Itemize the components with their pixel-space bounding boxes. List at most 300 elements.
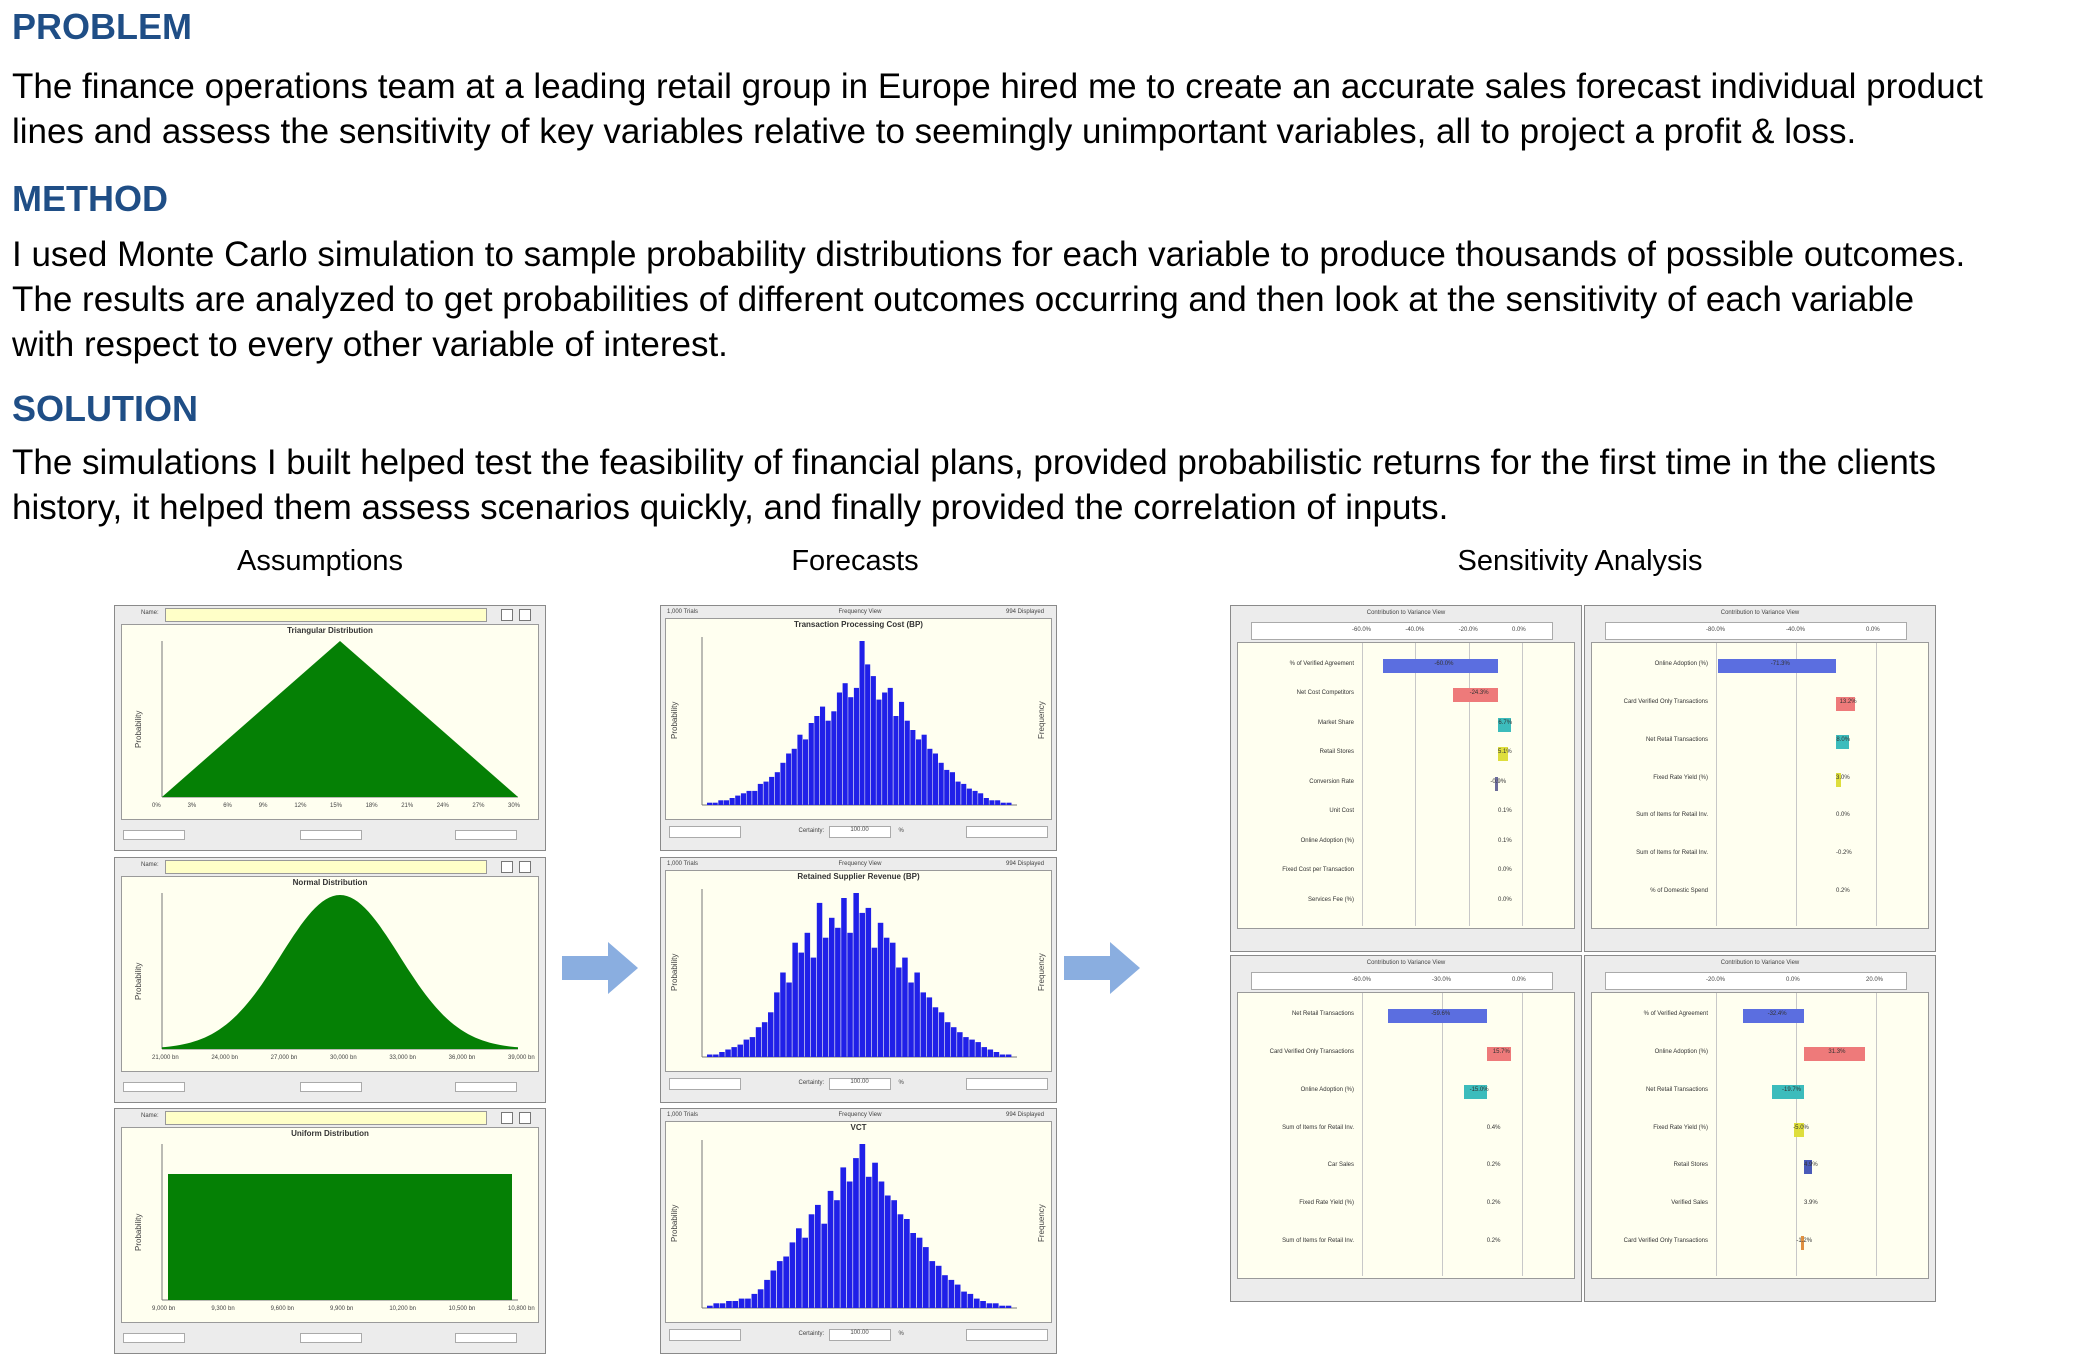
histogram-bar [796, 1228, 802, 1308]
chart-title: Retained Supplier Revenue (BP) [797, 872, 920, 881]
x-tick-label: 9,300 bn [211, 1306, 235, 1312]
sensitivity-row-label: Online Adoption (%) [1300, 1086, 1354, 1093]
histogram-bar [885, 1196, 891, 1309]
histogram-bar [994, 1052, 1000, 1057]
sensitivity-row-label: % of Verified Agreement [1643, 1011, 1708, 1017]
histogram-bar [828, 1191, 834, 1308]
assumption-name-field[interactable] [165, 860, 487, 874]
histogram-bar [732, 1301, 738, 1308]
sensitivity-value: -15.0% [1469, 1086, 1489, 1093]
axis-ticks-bar [1605, 972, 1907, 990]
param-field[interactable] [300, 1333, 362, 1343]
sensitivity-row-label: Retail Stores [1319, 749, 1354, 756]
histogram-bar [908, 983, 914, 1058]
left-grabber-field[interactable] [669, 1078, 741, 1090]
problem-text [12, 64, 2082, 154]
displayed-label: 994 Displayed [1006, 861, 1045, 867]
trials-label: 1,000 Trials [667, 861, 699, 867]
axis-tick-label: -40.0% [1786, 627, 1806, 633]
right-grabber-field[interactable] [966, 826, 1048, 838]
histogram-bar [888, 688, 893, 805]
sensitivity-row-label: Online Adoption (%) [1654, 1048, 1708, 1055]
histogram-bar [752, 1294, 758, 1308]
sensitivity-value: -71.3% [1770, 661, 1790, 667]
sensitivity-value: 13.2% [1839, 698, 1857, 705]
histogram-bar [898, 1214, 904, 1308]
sensitivity-value: 3.9% [1804, 1200, 1818, 1207]
gridline [1796, 643, 1797, 926]
select-icon[interactable] [501, 1112, 513, 1124]
axis-tick-label: 0.0% [1786, 977, 1800, 983]
sensitivity-value: -5.0% [1793, 1124, 1809, 1131]
gridline [1876, 993, 1877, 1276]
histogram-bar [1006, 803, 1011, 805]
histogram-bar [847, 933, 853, 1057]
histogram-bar [780, 763, 785, 805]
histogram-bar [799, 953, 805, 1057]
sensitivity-value: 0.2% [1836, 888, 1850, 895]
gridline [1522, 993, 1523, 1276]
histogram-bar [744, 1040, 750, 1057]
method-line-1: I used Monte Carlo simulation to sample probability distributions for each variable to produce thousands of possible outcomes. [12, 235, 1966, 274]
select-icon[interactable] [501, 861, 513, 873]
sensitivity-row-label: Fixed Cost per Transaction [1282, 867, 1354, 874]
uniform-area [168, 1174, 512, 1300]
histogram-bar [865, 664, 870, 805]
solution-line-1: The simulations I built helped test the feasibility of financial plans, provided probabilistic returns for the first time in the clients [12, 443, 1937, 482]
sensitivity-value: 5.1% [1498, 749, 1512, 756]
histogram-bar [963, 1037, 969, 1057]
sensitivity-value: -60.0% [1434, 661, 1454, 667]
sensitivity-value: -19.7% [1782, 1086, 1802, 1093]
certainty-field[interactable]: 100.00 [829, 1078, 891, 1090]
histogram-bar [884, 938, 890, 1057]
histogram-bar [872, 1163, 878, 1308]
forecast-plot [665, 870, 1052, 1072]
sensitivity-row-label: Services Fee (%) [1307, 896, 1354, 903]
x-tick-label: 21% [401, 803, 414, 809]
forecasts-caption: Forecasts [791, 545, 919, 577]
x-tick-label: 10,200 bn [389, 1306, 417, 1312]
x-tick-label: 0% [152, 803, 161, 809]
histogram-bar [841, 898, 847, 1057]
sensitivity-row-label: Card Verified Only Transactions [1269, 1048, 1354, 1055]
sensitivity-row-label: Sum of Items for Retail Inv. [1282, 1238, 1354, 1245]
certainty-unit: % [898, 1331, 904, 1337]
sensitivity-row-label: % of Domestic Spend [1650, 888, 1708, 895]
sensitivity-panel [1584, 605, 1936, 952]
histogram-bar [974, 1299, 980, 1308]
histogram-bar [786, 754, 791, 806]
histogram-bar [730, 798, 735, 805]
assumptions-caption: Assumptions [236, 545, 403, 577]
sensitivity-row-label: Retail Stores [1673, 1162, 1708, 1169]
histogram-bar [837, 693, 842, 806]
right-grabber-field[interactable] [966, 1078, 1048, 1090]
x-tick-label: 24% [436, 803, 449, 809]
axis-tick-label: -80.0% [1706, 627, 1726, 633]
forecast-panel [660, 605, 1057, 851]
displayed-label: 994 Displayed [1006, 1112, 1045, 1118]
histogram-bar [777, 1261, 783, 1308]
histogram-bar [809, 723, 814, 805]
gridline [1362, 993, 1363, 1276]
certainty-unit: % [898, 1080, 904, 1086]
x-tick-label: 36,000 bn [448, 1055, 476, 1061]
distribution-plot [121, 624, 539, 820]
sensitivity-row-label: Car Sales [1327, 1162, 1354, 1169]
sensitivity-value: 0.2% [1486, 1162, 1501, 1169]
sensitivity-value: 8.0% [1836, 736, 1851, 743]
gridline [1469, 643, 1470, 926]
select-icon[interactable] [501, 609, 513, 621]
histogram-bar [821, 1224, 827, 1308]
histogram-bar [956, 782, 961, 805]
histogram-bar [984, 798, 989, 805]
histogram-bar [745, 1299, 751, 1308]
histogram-bar [724, 800, 729, 805]
histogram-bar [764, 1280, 770, 1308]
chart-title: Contribution to Variance View [1720, 610, 1800, 616]
expand-icon[interactable] [519, 1112, 531, 1124]
histogram-bar [921, 992, 927, 1057]
certainty-unit: % [898, 828, 904, 834]
sensitivity-row-label: Sum of Items for Retail Inv. [1636, 850, 1708, 857]
histogram-bar [741, 793, 746, 805]
param-field[interactable] [300, 1082, 362, 1092]
chart-title: Uniform Distribution [291, 1129, 369, 1138]
histogram-bar [843, 683, 848, 805]
histogram-bar [771, 1271, 777, 1309]
histogram-bar [780, 973, 786, 1058]
histogram-bar [707, 1055, 713, 1058]
histogram-bar [713, 1055, 719, 1058]
problem-line-1: The finance operations team at a leading retail group in Europe hired me to create an accurate sales forecast individual product [12, 67, 1983, 106]
histogram-bar [775, 772, 780, 805]
arrow-right-icon [1064, 940, 1142, 996]
sensitivity-plot [1591, 992, 1929, 1279]
chart-title: Contribution to Variance View [1720, 960, 1800, 966]
histogram-bar [826, 721, 831, 805]
histogram-bar [783, 1257, 789, 1309]
histogram-bar [820, 707, 825, 805]
x-tick-label: 21,000 bn [152, 1055, 179, 1061]
histogram-bar [923, 1247, 929, 1308]
param-field[interactable] [300, 830, 362, 840]
sensitivity-value: 0.2% [1486, 1200, 1501, 1207]
histogram-bar [805, 933, 811, 1057]
sensitivity-value: 15.7% [1492, 1048, 1510, 1055]
histogram-bar [713, 1303, 719, 1308]
histogram-bar [967, 789, 972, 805]
histogram-bar [817, 903, 823, 1057]
chart-title: VCT [850, 1123, 867, 1132]
histogram-bar [951, 1027, 957, 1057]
histogram-bar [769, 777, 774, 805]
histogram-bar [835, 928, 841, 1057]
gridline [1716, 993, 1717, 1276]
sensitivity-value: 0.0% [1498, 896, 1512, 903]
histogram-bar [899, 702, 904, 805]
histogram-bar [847, 1182, 853, 1309]
sensitivity-value: 4.9% [1804, 1162, 1818, 1169]
histogram-bar [927, 997, 933, 1057]
param-field[interactable] [455, 1082, 517, 1092]
histogram-bar [860, 1144, 866, 1308]
histogram-bar [955, 1285, 961, 1308]
forecast-panel [660, 1108, 1057, 1354]
histogram-bar [942, 1275, 948, 1308]
axis-tick-label: 20.0% [1866, 977, 1884, 983]
histogram-bar [969, 1040, 975, 1057]
sensitivity-value: 0.0% [1836, 812, 1850, 819]
histogram-bar [916, 739, 921, 805]
axis-tick-label: -60.0% [1352, 627, 1372, 633]
histogram-bar [944, 770, 949, 805]
histogram-bar [968, 1294, 974, 1308]
x-tick-label: 27% [472, 803, 485, 809]
param-field[interactable] [123, 830, 185, 840]
histogram-bar [876, 700, 881, 805]
x-tick-label: 33,000 bn [389, 1055, 417, 1061]
gridline [1522, 643, 1523, 926]
certainty-field[interactable]: 100.00 [829, 1329, 891, 1341]
histogram-bar [950, 772, 955, 805]
histogram-bar [790, 1242, 796, 1308]
histogram-bar [707, 1306, 713, 1308]
histogram-bar [802, 1238, 808, 1308]
histogram-bar [1006, 1306, 1012, 1308]
gridline [1876, 643, 1877, 926]
histogram-bar [786, 983, 792, 1058]
histogram-bar [914, 973, 920, 1058]
histogram-bar [879, 1182, 885, 1309]
histogram-bar [840, 1167, 846, 1308]
histogram-bar [975, 1042, 981, 1057]
method-text [12, 232, 2082, 367]
certainty-label: Certainty: [798, 1331, 825, 1337]
view-label: Frequency View [838, 861, 882, 867]
sensitivity-value: -0.2% [1836, 850, 1852, 857]
histogram-bar [961, 1292, 967, 1308]
histogram-bar [922, 735, 927, 805]
histogram-bar [853, 893, 859, 1057]
distribution-plot [121, 876, 539, 1072]
histogram-bar [792, 943, 798, 1057]
sensitivity-row-label: Verified Sales [1671, 1200, 1708, 1207]
histogram-bar [957, 1032, 963, 1057]
assumption-panel [114, 857, 546, 1103]
x-tick-label: 9,000 bn [152, 1306, 176, 1312]
histogram-bar [978, 793, 983, 805]
y-axis-label: Probability [134, 962, 143, 1000]
histogram-bar [939, 763, 944, 805]
histogram-bar [980, 1301, 986, 1308]
histogram-bar [988, 1050, 994, 1058]
param-field[interactable] [123, 1082, 185, 1092]
method-line-3: with respect to every other variable of interest. [12, 325, 728, 364]
histogram-bar [929, 1261, 935, 1308]
view-label: Frequency View [838, 609, 882, 615]
sensitivity-row-label: Online Adoption (%) [1654, 661, 1708, 667]
histogram-bar [831, 711, 836, 805]
assumption-panel [114, 605, 546, 851]
sensitivity-value: -32.4% [1767, 1011, 1787, 1017]
problem-heading: PROBLEM [12, 6, 192, 47]
histogram-bar [860, 641, 865, 805]
sensitivity-value: 0.1% [1498, 808, 1512, 815]
histogram-bar [726, 1301, 732, 1308]
sensitivity-plot [1591, 642, 1929, 929]
histogram-bar [927, 749, 932, 805]
normal-area [162, 895, 518, 1049]
histogram-bar [758, 784, 763, 805]
x-tick-label: 27,000 bn [270, 1055, 298, 1061]
x-tick-label: 39,000 bn [508, 1055, 535, 1061]
histogram-bar [878, 923, 884, 1057]
histogram-bar [999, 1306, 1005, 1308]
sensitivity-value: 0.2% [1486, 1238, 1501, 1245]
sensitivity-plot [1237, 642, 1575, 929]
histogram-bar [762, 1022, 768, 1057]
chart-title: Contribution to Variance View [1366, 960, 1446, 966]
axis-ticks-bar [1251, 622, 1553, 640]
param-field[interactable] [123, 1333, 185, 1343]
histogram-bar [853, 1158, 859, 1308]
expand-icon[interactable] [519, 609, 531, 621]
histogram-bar [719, 1052, 725, 1057]
assumption-name-field[interactable] [165, 608, 487, 622]
histogram-bar [720, 1303, 726, 1308]
sensitivity-panel [1230, 605, 1582, 952]
sensitivity-row-label: Card Verified Only Transactions [1623, 1238, 1708, 1245]
method-line-2: The results are analyzed to get probabilities of different outcomes occurring and then look at the sensitivity of each variable [12, 280, 1915, 319]
x-tick-label: 24,000 bn [211, 1055, 239, 1061]
sensitivity-value: -24.3% [1469, 690, 1489, 697]
sensitivity-panel [1584, 955, 1936, 1302]
param-field[interactable] [455, 1333, 517, 1343]
distribution-plot [121, 1127, 539, 1323]
gridline [1415, 643, 1416, 926]
sensitivity-row-label: Fixed Rate Yield (%) [1653, 774, 1708, 781]
distribution-shape-svg [122, 877, 538, 1071]
sensitivity-value: 0.0% [1498, 867, 1512, 874]
sensitivity-row-label: Fixed Rate Yield (%) [1299, 1200, 1354, 1207]
x-tick-label: 15% [330, 803, 343, 809]
y-axis-label: Probability [670, 1204, 679, 1242]
certainty-label: Certainty: [798, 1080, 825, 1086]
x-tick-label: 9,600 bn [270, 1306, 295, 1312]
chart-title: Normal Distribution [292, 878, 368, 887]
axis-tick-label: 0.0% [1866, 627, 1880, 633]
histogram-bar [995, 800, 1000, 805]
forecast-plot [665, 1121, 1052, 1323]
histogram-bar [764, 782, 769, 805]
param-field[interactable] [455, 830, 517, 840]
histogram-bar [989, 800, 994, 805]
histogram-bar [871, 676, 876, 805]
histogram-bar [854, 688, 859, 805]
sensitivity-row-label: Net Cost Competitors [1296, 690, 1354, 697]
axis-tick-label: -20.0% [1706, 977, 1726, 983]
histogram-bar [866, 1177, 872, 1308]
histogram-svg [666, 1122, 1051, 1322]
sensitivity-row-label: Sum of Items for Retail Inv. [1282, 1124, 1354, 1131]
histogram-bar [747, 791, 752, 805]
sensitivity-value: -1.2% [1796, 1238, 1813, 1245]
name-label: Name: [141, 862, 159, 868]
histogram-bar [823, 938, 829, 1057]
y-axis-label: Probability [134, 1213, 143, 1251]
histogram-bar [896, 968, 902, 1058]
sensitivity-row-label: Fixed Rate Yield (%) [1653, 1124, 1708, 1131]
histogram-bar [961, 784, 966, 805]
sensitivity-row-label: Card Verified Only Transactions [1623, 698, 1708, 705]
x-tick-label: 9,900 bn [330, 1306, 354, 1312]
histogram-bar [774, 992, 780, 1057]
assumption-name-field[interactable] [165, 1111, 487, 1125]
sensitivity-row-label: Market Share [1317, 719, 1354, 726]
histogram-svg [666, 871, 1051, 1071]
histogram-bar [713, 803, 718, 805]
histogram-bar [756, 1027, 762, 1057]
histogram-bar [917, 1238, 923, 1308]
name-label: Name: [141, 1113, 159, 1119]
arrow-right-icon [562, 940, 640, 996]
sensitivity-value: -0.9% [1490, 778, 1507, 785]
histogram-bar [752, 791, 757, 805]
sensitivity-caption: Sensitivity Analysis [1457, 545, 1703, 577]
axis-tick-label: 0.0% [1512, 977, 1526, 983]
solution-line-2: history, it helped them assess scenarios quickly, and finally provided the correlation of inputs. [12, 488, 1449, 527]
histogram-bar [718, 800, 723, 805]
histogram-bar [725, 1050, 731, 1058]
problem-line-2: lines and assess the sensitivity of key variables relative to seemingly unimportant variables, all to project a profit & loss. [12, 112, 1857, 151]
axis-tick-label: -30.0% [1432, 977, 1452, 983]
x-tick-label: 12% [294, 803, 307, 809]
histogram-bar [1001, 803, 1006, 805]
sensitivity-value: 6.7% [1498, 719, 1513, 726]
solution-heading: SOLUTION [12, 388, 198, 429]
gridline [1442, 993, 1443, 1276]
histogram-bar [893, 716, 898, 805]
forecast-plot [665, 618, 1052, 820]
x-tick-label: 18% [365, 803, 378, 809]
left-grabber-field[interactable] [669, 1329, 741, 1341]
y-axis-label: Probability [670, 701, 679, 739]
histogram-bar [834, 1200, 840, 1308]
histogram-bar [731, 1047, 737, 1057]
certainty-field[interactable]: 100.00 [829, 826, 891, 838]
histogram-bar [891, 1200, 897, 1308]
histogram-bar [882, 693, 887, 806]
axis-tick-label: -20.0% [1458, 627, 1478, 633]
histogram-bar [814, 716, 819, 805]
sensitivity-value: -59.6% [1431, 1011, 1451, 1017]
x-tick-label: 3% [187, 803, 197, 809]
forecast-panel [660, 857, 1057, 1103]
axis-ticks-bar [1605, 622, 1907, 640]
histogram-bar [890, 943, 896, 1057]
right-grabber-field[interactable] [966, 1329, 1048, 1341]
left-grabber-field[interactable] [669, 826, 741, 838]
histogram-bar [848, 697, 853, 805]
histogram-bar [982, 1047, 988, 1057]
histogram-bar [758, 1289, 764, 1308]
x-tick-label: 30,000 bn [330, 1055, 357, 1061]
expand-icon[interactable] [519, 861, 531, 873]
axis-tick-label: -60.0% [1352, 977, 1372, 983]
